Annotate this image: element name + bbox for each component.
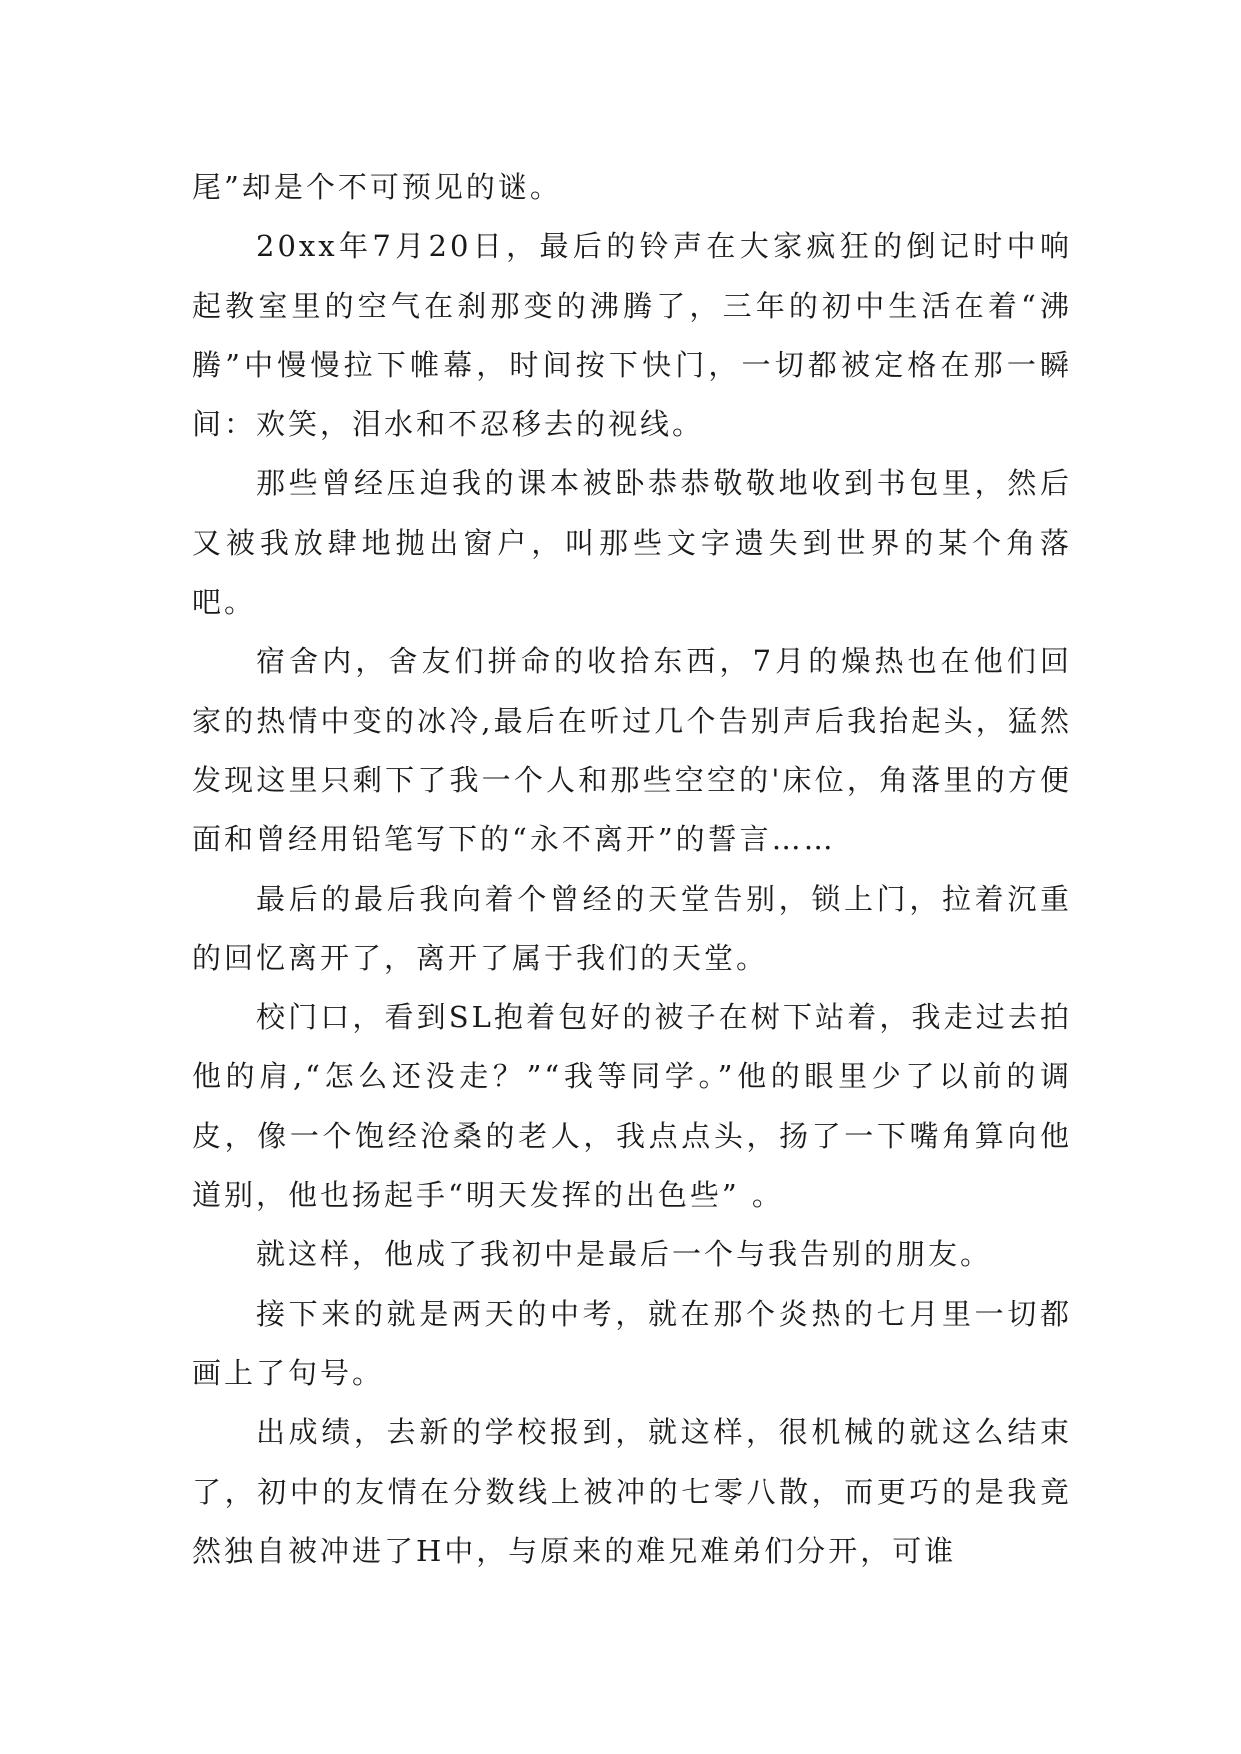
paragraph-farewell: 最后的最后我向着个曾经的天堂告别，锁上门，拉着沉重的回忆离开了，离开了属于我们的天堂。 [192, 881, 1072, 975]
paragraph-graduation-day: 20xx年7月20日，最后的铃声在大家疯狂的倒记时中响起教室里的空气在刹那变的沸腾了，三年的初中生活在着“沸腾”中慢慢拉下帷幕，时间按下快门，一切都被定格在那一瞬间：欢笑，泪水和不忍移去的视线。 [192, 229, 1072, 442]
paragraph-last-friend: 就这样，他成了我初中是最后一个与我告别的朋友。 [256, 1237, 993, 1272]
paragraph-school-gate: 校门口，看到SL抱着包好的被子在树下站着，我走过去拍他的肩,“怎么还没走？”“我等同学。”他的眼里少了以前的调皮，像一个饱经沧桑的老人，我点点头，扬了一下嘴角算向他道别，他也扬起手“明天发挥的出色些” 。 [192, 1000, 1072, 1213]
paragraph-new-school: 出成绩，去新的学校报到，就这样，很机械的就这么结束了，初中的友情在分数线上被冲的七零八散，而更巧的是我竟然独自被冲进了H中，与原来的难兄难弟们分开，可谁 [192, 1415, 1072, 1568]
paragraph-dormitory: 宿舍内，舍友们拼命的收拾东西，7月的燥热也在他们回家的热情中变的冰冷,最后在听过几个告别声后我抬起头，猛然发现这里只剩下了我一个人和那些空空的'床位，角落里的方便面和曾经用铅笔写下的“永不离开”的誓言…… [192, 644, 1072, 857]
paragraph-continuation: 尾”却是个不可预见的谜。 [192, 170, 562, 204]
paragraph-textbooks: 那些曾经压迫我的课本被卧恭恭敬敬地收到书包里，然后又被我放肆地抛出窗户，叫那些文字遗失到世界的某个角落吧。 [192, 466, 1072, 620]
document-body [192, 158, 1072, 1581]
paragraph-exam: 接下来的就是两天的中考，就在那个炎热的七月里一切都画上了句号。 [192, 1296, 1072, 1390]
